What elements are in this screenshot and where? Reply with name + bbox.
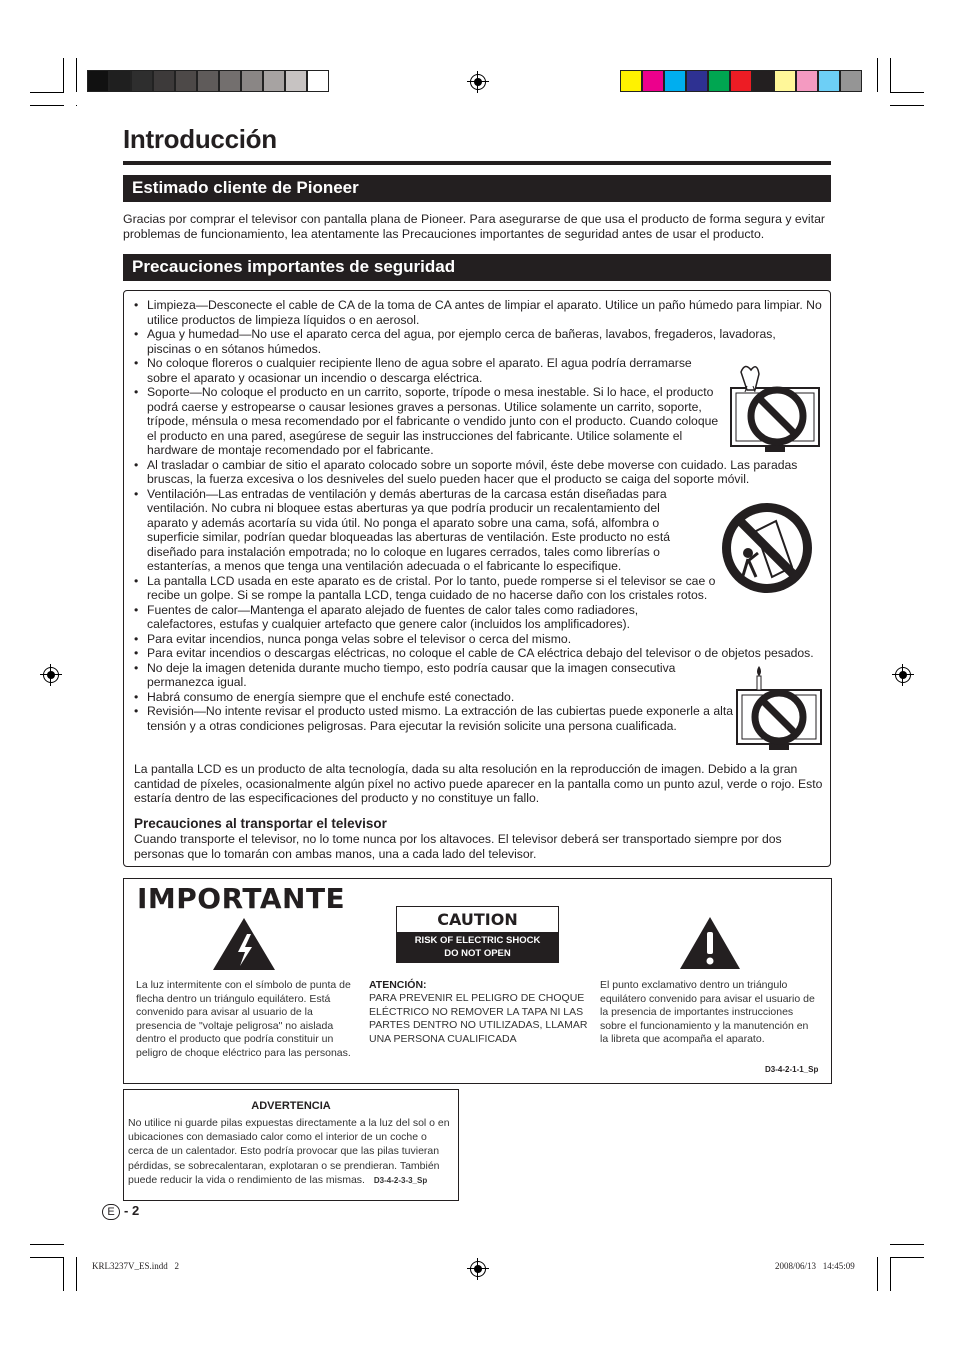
color-swatch bbox=[708, 70, 730, 92]
attention-text: PARA PREVENIR EL PELIGRO DE CHOQUE ELÉCTRICO NO REMOVER LA TAPA NI LAS PARTES DENTRO NO UTILIZADAS, LLAMAR UNA PERSONA CUALIFICADA bbox=[369, 992, 588, 1045]
page-number: - 2 bbox=[124, 1203, 140, 1218]
caution-line-2: DO NOT OPEN bbox=[444, 948, 511, 959]
warning-title: ADVERTENCIA bbox=[251, 1100, 331, 1112]
color-swatch bbox=[840, 70, 862, 92]
lightning-explanation: La luz intermitente con el símbolo de punta de flecha dentro un triángulo equilátero. Está convenido para avisar al usuario de la presencia de "voltaje peligrosa" no aislada dentro el producto que podría constituir un peligro de choque eléctrico para las personas. bbox=[136, 979, 351, 1059]
section-heading-welcome: Estimado cliente de Pioneer bbox=[123, 175, 831, 202]
no-candle-on-tv-icon bbox=[735, 662, 823, 754]
color-swatch bbox=[307, 70, 329, 92]
list-item: • Fuentes de calor—Mantenga el aparato alejado de fuentes de calor tales como radiadores, calefactores, estufas y cualquier artefacto que genere calor (incluidos los amplificadores). bbox=[133, 603, 662, 632]
color-swatch bbox=[219, 70, 241, 92]
list-item: • Limpieza—Desconecte el cable de CA de la toma de CA antes de limpiar el aparato. Utilice un paño húmedo para limpiar. No utilice productos de limpieza líquidos o en aerosol. bbox=[133, 298, 823, 327]
list-item: • Agua y humedad—No use el aparato cerca del agua, por ejemplo cerca de bañeras, lavabos, fregaderos, lavadoras, piscinas o en sótanos húmedos. bbox=[133, 327, 823, 356]
color-swatch bbox=[285, 70, 307, 92]
gray-color-bars bbox=[87, 70, 329, 92]
list-item: • No deje la imagen detenida durante mucho tiempo, esto podría causar que la imagen consecutiva permanezca igual. bbox=[133, 661, 717, 690]
color-swatch bbox=[818, 70, 840, 92]
list-item: • Revisión—No intente revisar el producto usted mismo. La extracción de las cubiertas puede exponerle a alta tensión y a otras condiciones peligrosas. Para ejecutar la revisión solicite una persona cualificada. bbox=[133, 704, 737, 733]
warning-body: No utilice ni guarde pilas expuestas directamente a la luz del sol o en ubicaciones con demasiado calor como el interior de un coche o cerca de un calentador. Esto podría provocar que las pilas tuvieran pérdidas, se sobrecalentaran, explotaran o se prendieran. También puede reducir la vida o rendimiento de las mismas. bbox=[128, 1117, 450, 1186]
exclamation-explanation: El punto exclamativo dentro un triángulo equilátero convenido para avisar el usuario de la presencia de importantes instrucciones sobre el funcionamiento y la manutención en la libreta que acompaña el aparato. bbox=[600, 979, 815, 1046]
section-heading-safety: Precauciones importantes de seguridad bbox=[123, 254, 831, 281]
caution-label bbox=[396, 906, 559, 963]
welcome-text: Gracias por comprar el televisor con pantalla plana de Pioneer. Para asegurarse de que usa el producto de forma segura y evitar problemas de funcionamiento, lea atentamente las Precauciones importantes de seguridad antes de usar el producto. bbox=[123, 212, 826, 241]
caution-line-1: RISK OF ELECTRIC SHOCK bbox=[414, 935, 541, 946]
registration-mark-icon bbox=[470, 1261, 486, 1277]
list-item: • Habrá consumo de energía siempre que el enchufe esté conectado. bbox=[133, 690, 823, 705]
caution-title: CAUTION bbox=[437, 910, 518, 929]
exclamation-warning-icon bbox=[678, 915, 742, 971]
color-swatch bbox=[796, 70, 818, 92]
footer-date: 2008/06/13 14:45:09 bbox=[775, 1261, 855, 1271]
list-item: • Al trasladar o cambiar de sitio el aparato colocado sobre un soporte móvil, éste debe moverse con cuidado. Las paradas bruscas, la fuerza excesiva o los desniveles del suelo pueden hacer que el producto se caiga del soporte móvil. bbox=[133, 458, 823, 487]
lcd-note: La pantalla LCD es un producto de alta tecnología, dada su alta resolución en la reproducción de imagen. Debido a la gran cantidad de píxeles, ocasionalmente algún píxel no activo puede aparecer en la pantalla como un punto azul, verde o rojo. Esto estaría dentro de las especificaciones del producto y no constituye un fallo. bbox=[134, 762, 823, 806]
color-swatch bbox=[131, 70, 153, 92]
color-swatch bbox=[752, 70, 774, 92]
color-swatch bbox=[87, 70, 109, 92]
lightning-warning-icon bbox=[211, 916, 277, 972]
color-swatch bbox=[109, 70, 131, 92]
color-swatch bbox=[664, 70, 686, 92]
no-unstable-cart-icon bbox=[718, 499, 816, 597]
color-swatch bbox=[197, 70, 219, 92]
title-rule bbox=[123, 161, 831, 165]
list-item: • Para evitar incendios o descargas eléctricas, no coloque el cable de CA eléctrica debajo del televisor o de objetos pesados. bbox=[133, 646, 823, 661]
list-item: • No coloque floreros o cualquier recipiente lleno de agua sobre el aparato. El agua podría derramarse sobre el aparato y ocasionar un incendio o descarga eléctrica. bbox=[133, 356, 717, 385]
registration-mark-icon bbox=[895, 667, 911, 683]
color-swatch bbox=[686, 70, 708, 92]
registration-mark-icon bbox=[43, 667, 59, 683]
no-vase-on-tv-icon bbox=[727, 358, 823, 458]
footer-filename: KRL3237V_ES.indd 2 bbox=[92, 1261, 180, 1271]
color-swatch bbox=[153, 70, 175, 92]
registration-mark-icon bbox=[470, 74, 486, 90]
color-swatch bbox=[620, 70, 642, 92]
language-badge: E bbox=[102, 1204, 120, 1220]
attention-label: ATENCIÓN: bbox=[369, 979, 427, 991]
important-title: IMPORTANTE bbox=[137, 882, 346, 915]
color-swatch bbox=[241, 70, 263, 92]
color-swatch bbox=[730, 70, 752, 92]
transport-heading: Precauciones al transportar el televisor bbox=[134, 816, 387, 831]
warning-code: D3-4-2-3-3_Sp bbox=[373, 1175, 428, 1185]
color-swatch bbox=[175, 70, 197, 92]
list-item: • Para evitar incendios, nunca ponga velas sobre el televisor o cerca del mismo. bbox=[133, 632, 823, 647]
color-swatch bbox=[774, 70, 796, 92]
list-item: • Ventilación—Las entradas de ventilación y demás aberturas de la carcasa están diseñadas para ventilación. No cubra ni bloquee estas aberturas ya que podría producir un recalentamiento del aparato y además acortaría su vida útil. No ponga el aparato sobre una cama, sofá, alfombra o superficie similar, podrían quedar bloqueadas las aberturas de ventilación. Este producto no está diseñado para instalación empotrada; no lo coloque en lugares cerrados, tales como librerías o estanterías, a menos que tenga una ventilación adecuada o el fabricante lo especifique. bbox=[133, 487, 687, 574]
color-registration-bars bbox=[620, 70, 862, 92]
list-item: • Soporte—No coloque el producto en un carrito, soporte, trípode o mesa inestable. Si lo hace, el producto podrá caerse y estropearse o causar lesiones graves a personas. Utilice solamente un carrito, soporte, trípode, ménsula o mesa recomendado por el fabricante o vendido junto con el producto. Cuando coloque el producto en una pared, asegúrese de seguir las instrucciones del fabricante. Utilice solamente el hardware de montaje recomendado por el fabricante. bbox=[133, 385, 723, 458]
warning-text bbox=[128, 1116, 454, 1188]
color-swatch bbox=[263, 70, 285, 92]
transport-text: Cuando transporte el televisor, no lo tome nunca por los altavoces. El televisor deberá ser transportado siempre por dos personas que lo tomarán con ambas manos, una a cada lado del televisor. bbox=[134, 832, 782, 861]
list-item: • La pantalla LCD usada en este aparato es de cristal. Por lo tanto, puede romperse si el televisor se cae o recibe un golpe. Si se rompe la pantalla LCD, tenga cuidado de no hacerse daño con los cristales rotos. bbox=[133, 574, 725, 603]
page-title: Introducción bbox=[123, 124, 277, 154]
color-swatch bbox=[642, 70, 664, 92]
important-code: D3-4-2-1-1_Sp bbox=[765, 1065, 819, 1074]
